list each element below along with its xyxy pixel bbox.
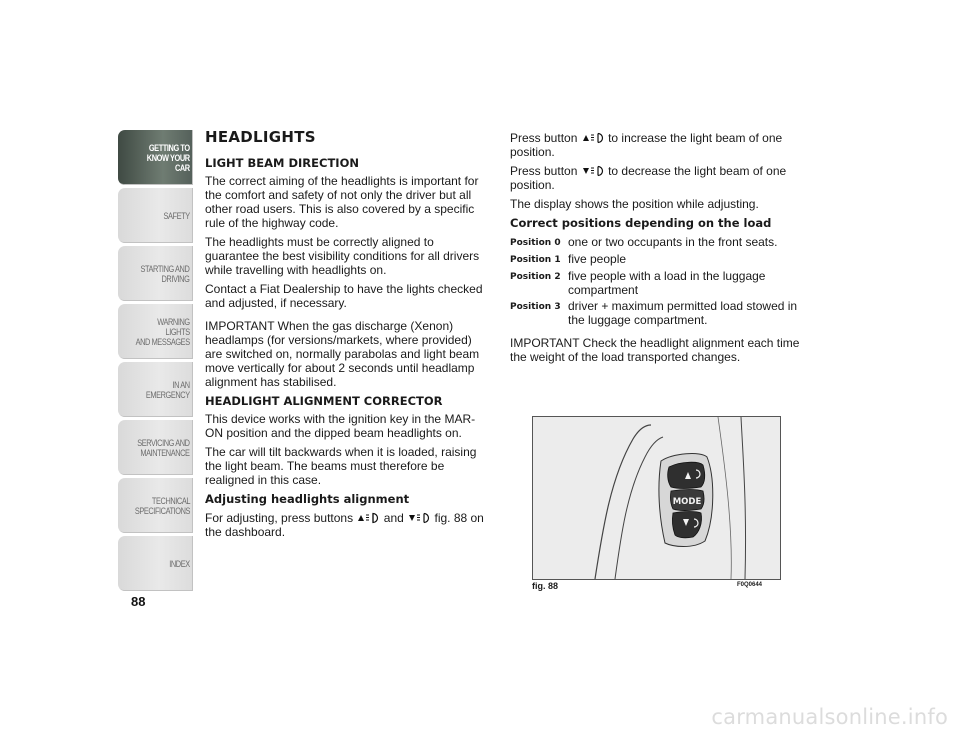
paragraph: The correct aiming of the headlights is important for the comfort and safety of not only the driver but all other road users. This is also covered by a specific rule of the highway code. — [205, 174, 479, 230]
tab-index[interactable] — [118, 536, 193, 591]
paragraph: This device works with the ignition key in the MAR-ON position and the dipped beam headlights on. — [205, 412, 476, 440]
text-fragment: to increase the light beam of one position. — [510, 131, 783, 159]
positions-list — [510, 235, 800, 327]
headlight-down-icon — [408, 512, 430, 524]
figure-code: F0Q0644 — [737, 582, 763, 588]
position-text: one or two occupants in the front seats. — [568, 235, 778, 249]
subtitle-adjusting: Adjusting headlights alignment — [205, 492, 410, 506]
position-row — [510, 252, 800, 267]
tab-label: STARTING AND DRIVING — [140, 263, 190, 284]
important-note: IMPORTANT When the gas discharge (Xenon) headlamps (for versions/markets, where provided) are switched on, normally parabolas and light beam move vertically for about 2 seconds until headlamp alignment has stabilised. — [205, 319, 480, 389]
tab-servicing-and-maintenance[interactable] — [118, 420, 193, 475]
subtitle-alignment-corrector: HEADLIGHT ALIGNMENT CORRECTOR — [205, 394, 443, 408]
position-label: Position 0 — [510, 238, 561, 248]
headlight-down-icon — [582, 165, 604, 177]
position-text: five people with a load in the luggage compartment — [568, 269, 766, 297]
position-row — [510, 269, 800, 297]
paragraph: Contact a Fiat Dealership to have the lights checked and adjusted, if necessary. — [205, 282, 483, 310]
important-note: IMPORTANT Check the headlight alignment each time the weight of the load transported changes. — [510, 336, 800, 364]
subtitle-light-beam-direction: LIGHT BEAM DIRECTION — [205, 156, 359, 170]
position-text: five people — [568, 252, 627, 266]
paragraph: The display shows the position while adjusting. — [510, 197, 759, 211]
chapter-tabs — [118, 130, 193, 594]
position-label: Position 3 — [510, 302, 561, 312]
headlight-up-icon — [357, 512, 379, 524]
dashboard-illustration — [533, 417, 780, 579]
position-row — [510, 299, 800, 327]
text-fragment: to decrease the light beam of one position. — [510, 164, 787, 192]
tab-label: SAFETY — [163, 210, 190, 221]
position-label: Position 1 — [510, 255, 561, 265]
tab-label: TECHNICAL SPECIFICATIONS — [134, 495, 190, 516]
paragraph-adjusting — [205, 511, 490, 539]
text-fragment: For adjusting, press buttons — [205, 511, 354, 525]
right-column — [510, 131, 800, 369]
position-text: driver + maximum permitted load stowed in the luggage compartment. — [568, 299, 798, 327]
paragraph-increase — [510, 131, 800, 159]
position-row — [510, 235, 800, 250]
tab-label: IN AN EMERGENCY — [145, 379, 190, 400]
text-fragment: and — [383, 511, 404, 525]
headlight-up-icon — [582, 132, 604, 144]
paragraph-decrease — [510, 164, 800, 192]
paragraph: The headlights must be correctly aligned to guarantee the best visibility conditions for all drivers while travelling with headlights on. — [205, 235, 480, 277]
paragraph: The car will tilt backwards when it is loaded, raising the light beam. The beams must therefore be realigned in this case. — [205, 445, 477, 487]
mode-button-label: MODE — [672, 497, 702, 507]
tab-label: GETTING TO KNOW YOUR CAR — [146, 142, 190, 173]
tab-in-an-emergency[interactable] — [118, 362, 193, 417]
tab-warning-lights[interactable] — [118, 304, 193, 359]
tab-label: WARNING LIGHTS AND MESSAGES — [135, 316, 190, 347]
subtitle-positions: Correct positions depending on the load — [510, 216, 772, 230]
tab-starting-and-driving[interactable] — [118, 246, 193, 301]
page-number: 88 — [131, 594, 146, 609]
watermark: carmanualsonline.info — [711, 705, 948, 729]
tab-safety[interactable] — [118, 188, 193, 243]
position-label: Position 2 — [510, 272, 561, 282]
tab-getting-to-know-your-car[interactable] — [118, 130, 193, 185]
figure-88 — [532, 416, 781, 580]
tab-label: SERVICING AND MAINTENANCE — [137, 437, 190, 458]
text-fragment: fig. 88 on the dashboard. — [205, 511, 484, 539]
text-fragment: Press button — [510, 164, 578, 178]
left-column — [205, 130, 490, 544]
figure-caption: fig. 88 — [532, 581, 559, 591]
tab-technical-specifications[interactable] — [118, 478, 193, 533]
tab-label: INDEX — [169, 558, 190, 569]
text-fragment: Press button — [510, 131, 578, 145]
section-title: HEADLIGHTS — [205, 128, 316, 146]
